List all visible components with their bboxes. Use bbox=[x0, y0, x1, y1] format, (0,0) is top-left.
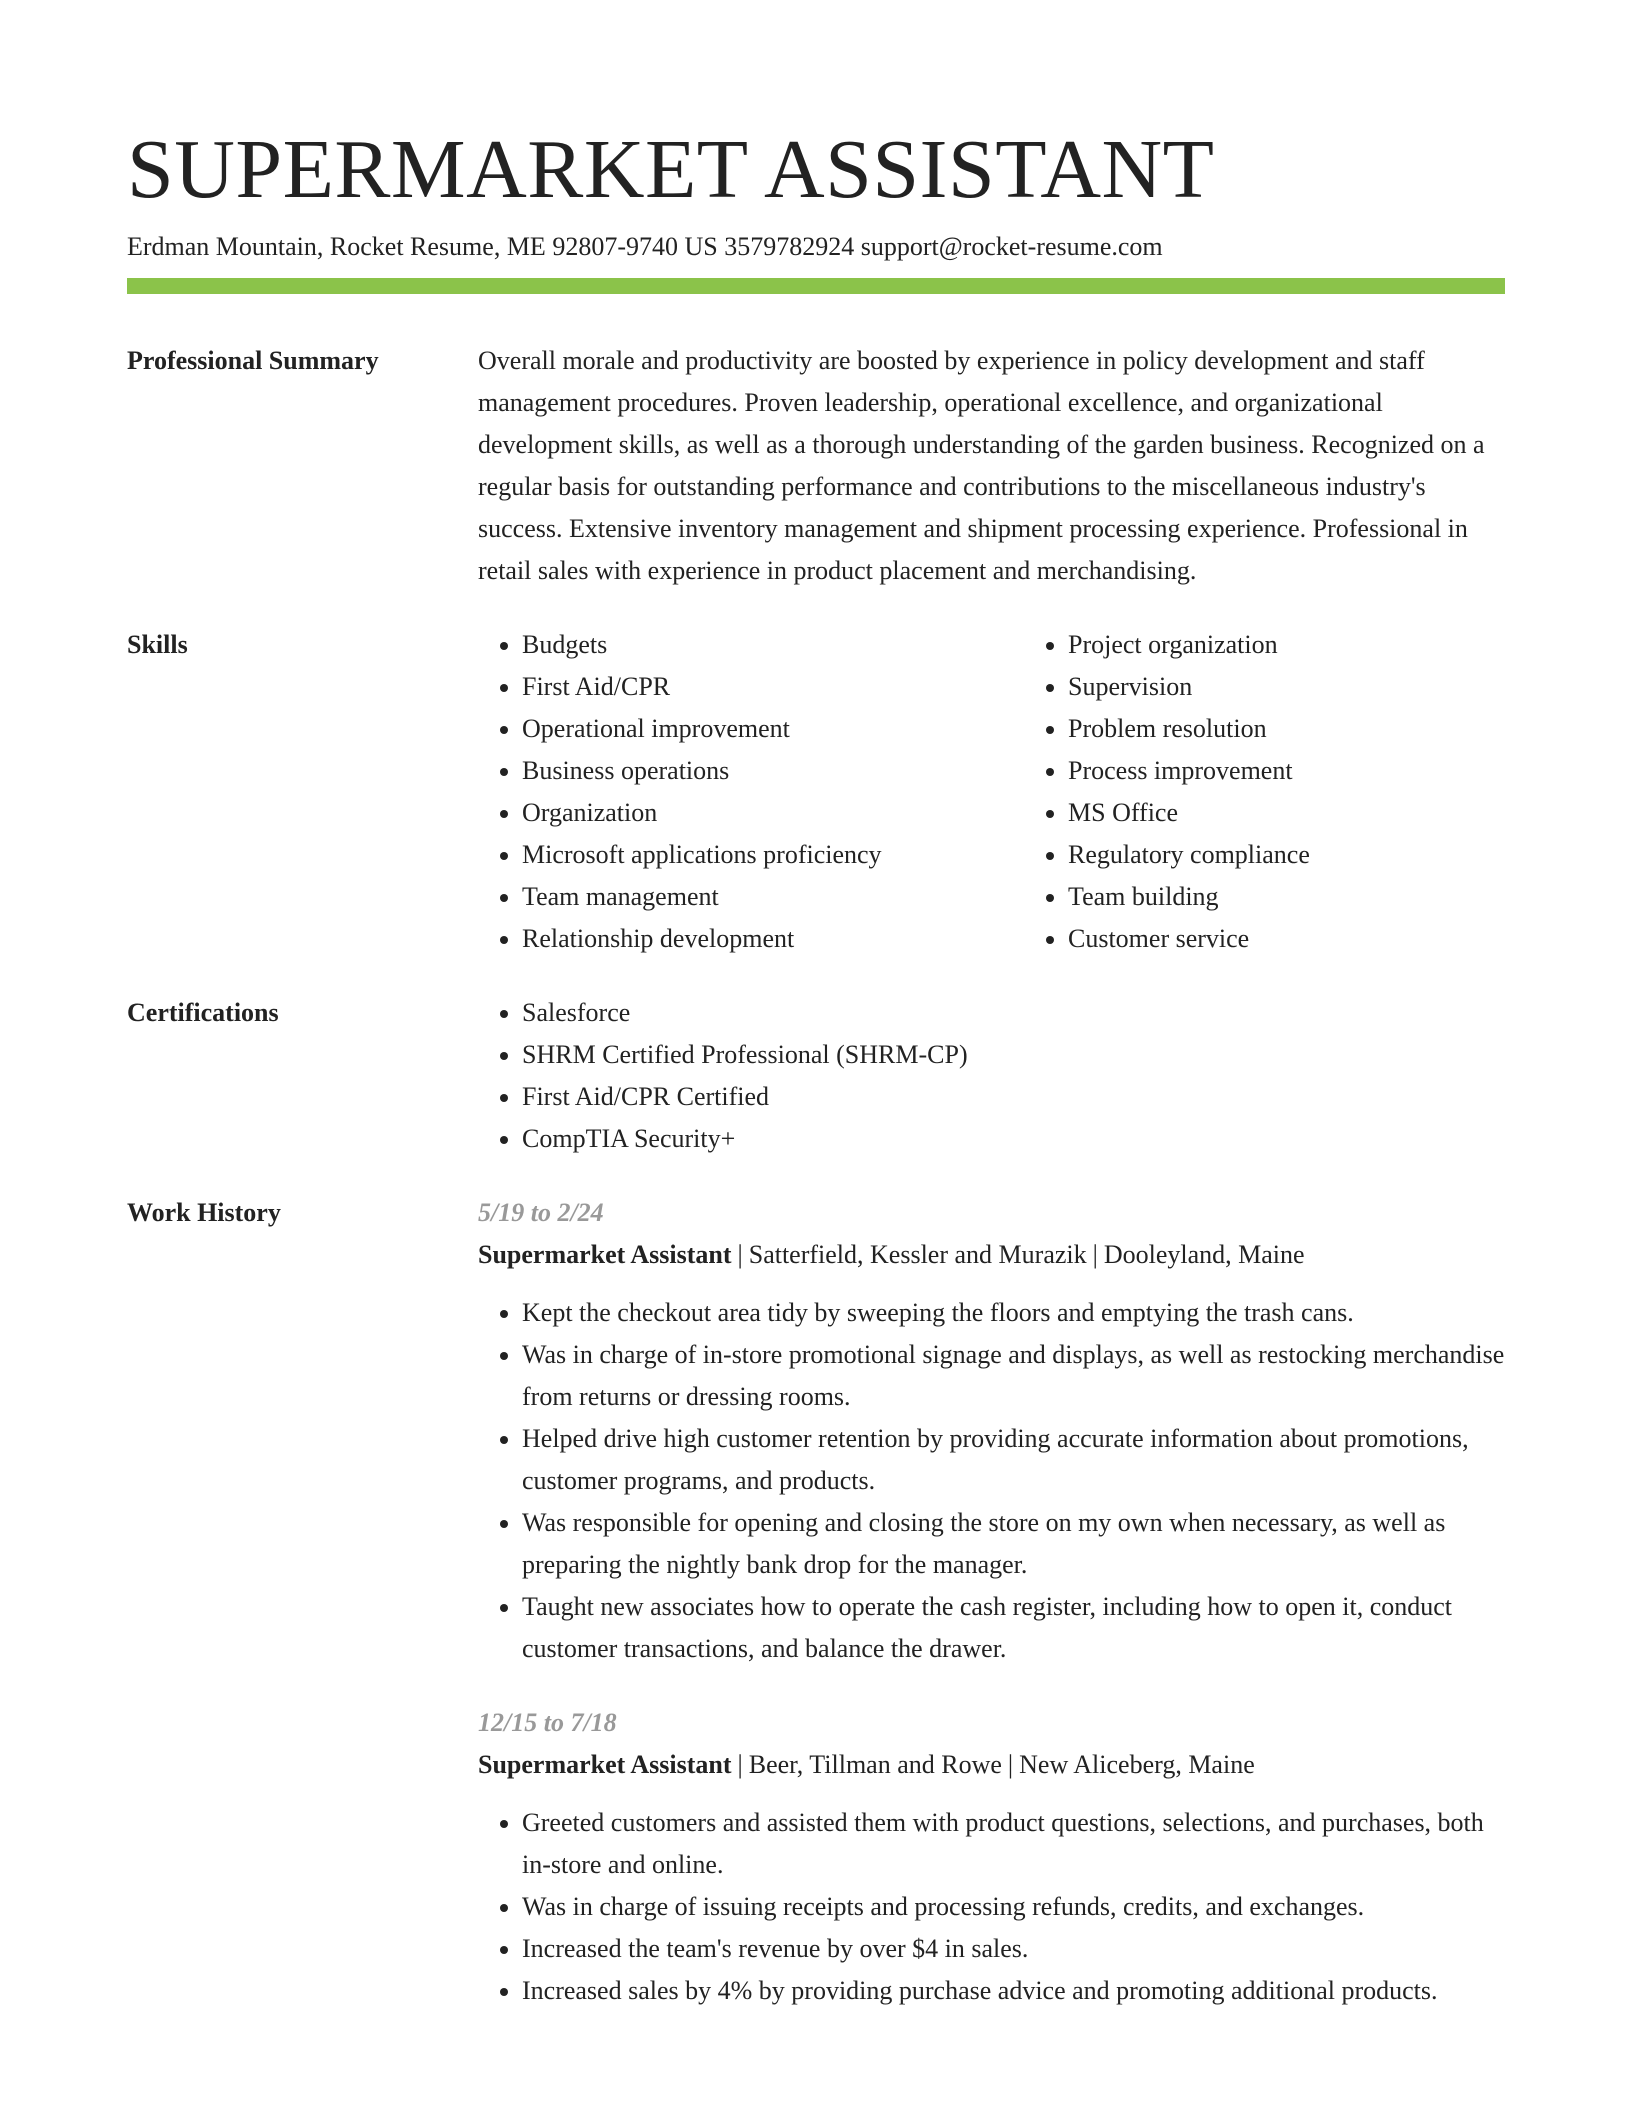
skills-section bbox=[127, 624, 1505, 960]
job-dates: 12/15 to 7/18 bbox=[478, 1708, 617, 1737]
skill-item: • Relationship development bbox=[522, 918, 1024, 960]
job-bullet: • Was in charge of in-store promotional signage and displays, as well as restocking merchandise from returns or dressing rooms. bbox=[522, 1334, 1505, 1418]
job-company: Satterfield, Kessler and Murazik bbox=[748, 1240, 1087, 1269]
summary-section bbox=[127, 340, 1505, 592]
separator: | bbox=[737, 1240, 743, 1269]
email: support@rocket-resume.com bbox=[860, 232, 1163, 261]
job-company: Beer, Tillman and Rowe bbox=[748, 1750, 1002, 1779]
resume-name: SUPERMARKET ASSISTANT bbox=[127, 123, 1215, 216]
job-bullets bbox=[478, 1802, 1505, 2012]
section-title-work-history: Work History bbox=[127, 1198, 281, 1227]
skill-item: • Regulatory compliance bbox=[1068, 834, 1570, 876]
certification-item: • First Aid/CPR Certified bbox=[522, 1076, 1505, 1118]
skill-item: • Organization bbox=[522, 792, 1024, 834]
job-location: New Aliceberg, Maine bbox=[1019, 1750, 1255, 1779]
skill-item: • Problem resolution bbox=[1068, 708, 1570, 750]
job-bullet: • Helped drive high customer retention by providing accurate information about promotions, customer programs, and products. bbox=[522, 1418, 1505, 1502]
skill-item: • Project organization bbox=[1068, 624, 1570, 666]
job-title: Supermarket Assistant bbox=[478, 1750, 732, 1779]
skill-item: • Process improvement bbox=[1068, 750, 1570, 792]
certification-item: • CompTIA Security+ bbox=[522, 1118, 1505, 1160]
skills-body bbox=[478, 624, 1570, 960]
skill-item: • First Aid/CPR bbox=[522, 666, 1024, 708]
skill-item: • Budgets bbox=[522, 624, 1024, 666]
contact-line bbox=[127, 230, 1505, 264]
skill-item: • Microsoft applications proficiency bbox=[522, 834, 1024, 876]
skill-item: • Team management bbox=[522, 876, 1024, 918]
job-location: Dooleyland, Maine bbox=[1103, 1240, 1305, 1269]
job-bullet: • Taught new associates how to operate the cash register, including how to open it, conduct customer transactions, and balance the drawer. bbox=[522, 1586, 1505, 1670]
job-heading bbox=[478, 1234, 1505, 1276]
job-bullet: • Increased the team's revenue by over $4 in sales. bbox=[522, 1928, 1505, 1970]
separator: | bbox=[737, 1750, 743, 1779]
job-bullets bbox=[478, 1292, 1505, 1670]
certifications-body bbox=[478, 992, 1505, 1160]
skills-list-right bbox=[1024, 624, 1570, 960]
skill-item: • Customer service bbox=[1068, 918, 1570, 960]
skill-item: • Business operations bbox=[522, 750, 1024, 792]
section-title-skills: Skills bbox=[127, 630, 188, 659]
skill-item: • Operational improvement bbox=[522, 708, 1024, 750]
summary-text: Overall morale and productivity are boosted by experience in policy development and staff management procedures. Proven leadership, operational excellence, and organizational development skills, as well as a thorough understanding of the garden business. Recognized on a regular basis for outstanding performance and contributions to the miscellaneous industry's success. Extensive inventory management and shipment processing experience. Professional in retail sales with experience in product placement and merchandising. bbox=[478, 346, 1485, 585]
certifications-list bbox=[478, 992, 1505, 1160]
job-heading bbox=[478, 1744, 1505, 1786]
accent-divider bbox=[127, 278, 1505, 294]
skill-item: • Supervision bbox=[1068, 666, 1570, 708]
job-dates: 5/19 to 2/24 bbox=[478, 1198, 604, 1227]
separator: | bbox=[1007, 1750, 1014, 1779]
work-history-body bbox=[478, 1192, 1505, 2012]
skill-item: • Team building bbox=[1068, 876, 1570, 918]
job-bullet: • Was in charge of issuing receipts and processing refunds, credits, and exchanges. bbox=[522, 1886, 1505, 1928]
job-entry bbox=[478, 1192, 1505, 1670]
job-entry bbox=[478, 1702, 1505, 2012]
job-title: Supermarket Assistant bbox=[478, 1240, 732, 1269]
skills-list-left bbox=[478, 624, 1024, 960]
work-history-section bbox=[127, 1192, 1505, 2012]
job-bullet: • Kept the checkout area tidy by sweeping the floors and emptying the trash cans. bbox=[522, 1292, 1505, 1334]
summary-body bbox=[478, 340, 1505, 592]
address: Erdman Mountain, Rocket Resume, ME 92807-9740 US bbox=[127, 232, 718, 261]
skill-item: • MS Office bbox=[1068, 792, 1570, 834]
separator: | bbox=[1092, 1240, 1098, 1269]
certification-item: • Salesforce bbox=[522, 992, 1505, 1034]
certifications-section bbox=[127, 992, 1505, 1160]
job-bullet: • Greeted customers and assisted them with product questions, selections, and purchases, both in-store and online. bbox=[522, 1802, 1505, 1886]
certification-item: • SHRM Certified Professional (SHRM-CP) bbox=[522, 1034, 1505, 1076]
phone: 3579782924 bbox=[724, 232, 855, 261]
section-title-certifications: Certifications bbox=[127, 998, 279, 1027]
section-title-summary: Professional Summary bbox=[127, 346, 379, 375]
job-bullet: • Was responsible for opening and closing the store on my own when necessary, as well as preparing the nightly bank drop for the manager. bbox=[522, 1502, 1505, 1586]
job-bullet: • Increased sales by 4% by providing purchase advice and promoting additional products. bbox=[522, 1970, 1505, 2012]
